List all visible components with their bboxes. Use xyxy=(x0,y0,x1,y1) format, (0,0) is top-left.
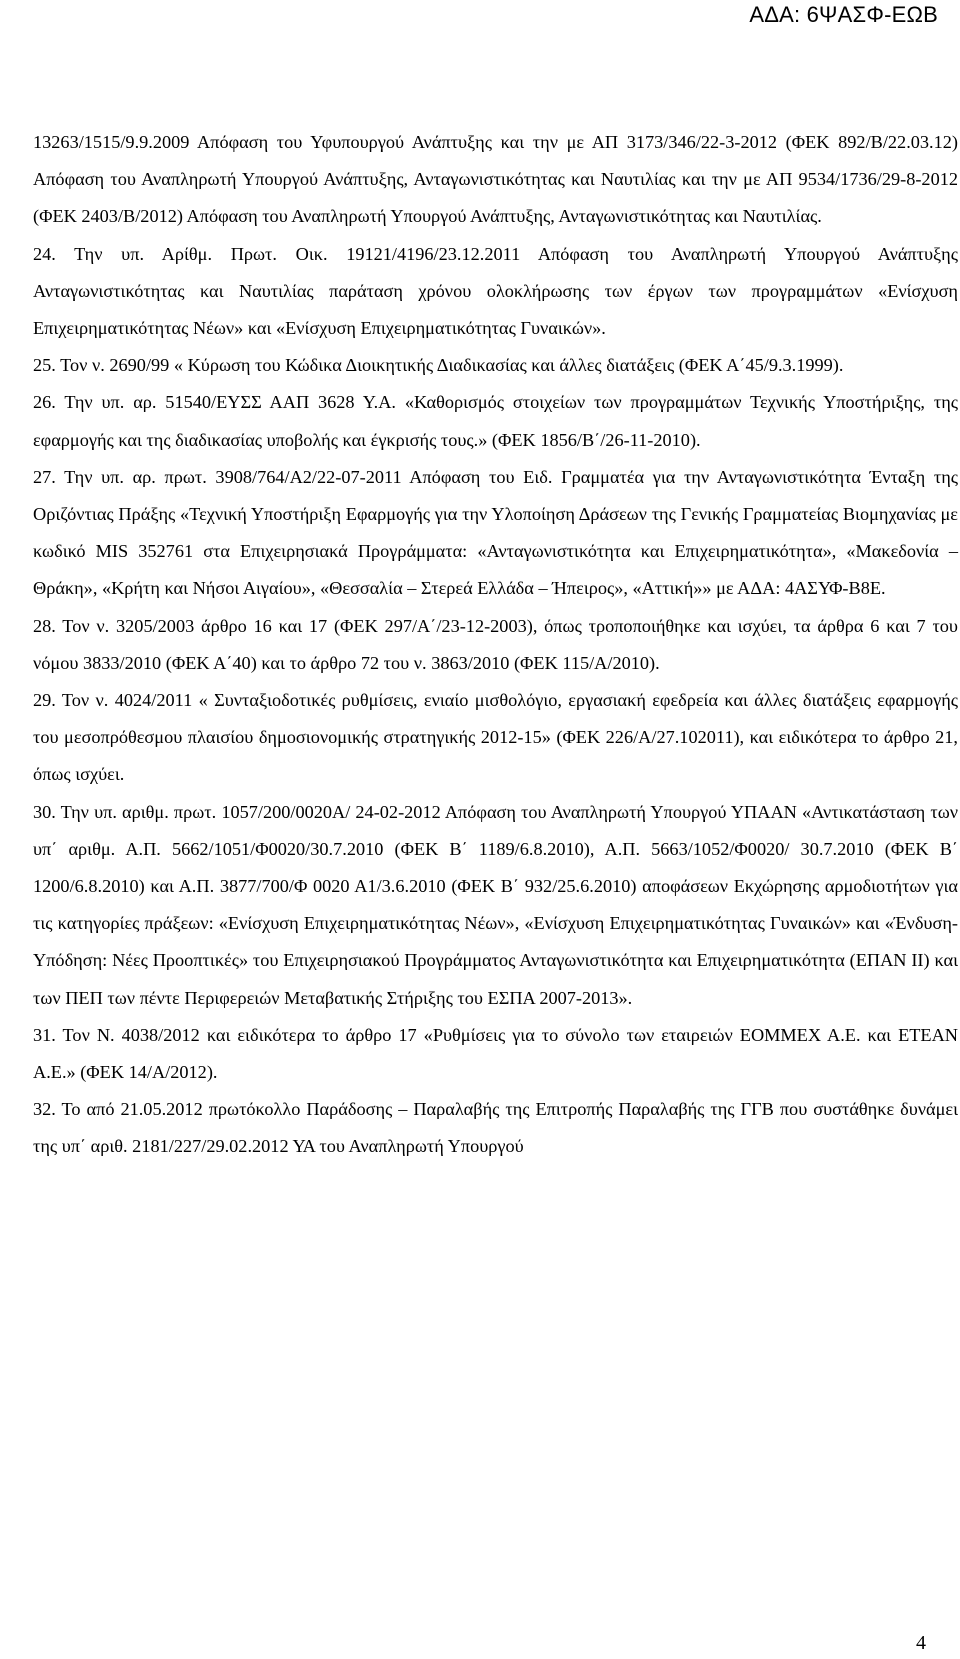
paragraph-25: 25. Τον ν. 2690/99 « Κύρωση του Κώδικα Διοικητικής Διαδικασίας και άλλες διατάξεις (ΦΕΚ Α΄45/9.3.1999). xyxy=(33,355,844,376)
paragraph-32: 32. Το από 21.05.2012 πρωτόκολλο Παράδοσης – Παραλαβής της Επιτροπής Παραλαβής της ΓΓΒ που συστάθηκε δυνάμει της υπ΄ αριθ. 2181/227/29.02.2012 ΥΑ του Αναπληρωτή Υπουργού xyxy=(33,1099,958,1157)
page-number: 4 xyxy=(916,1632,926,1654)
paragraph-23-continuation: 13263/1515/9.9.2009 Απόφαση του Υφυπουργού Ανάπτυξης και την με ΑΠ 3173/346/22-3-2012 (ΦΕΚ 892/Β/22.03.12) Απόφαση του Αναπληρωτή Υπουργού Ανάπτυξης, Ανταγωνιστικότητας και Ναυτιλίας και την με ΑΠ 9534/1736/29-8-2012 (ΦΕΚ 2403/Β/2012) Απόφαση του Αναπληρωτή Υπουργού Ανάπτυξης, Ανταγωνιστικότητας και Ναυτιλίας. xyxy=(33,132,958,227)
paragraph-30: 30. Την υπ. αριθμ. πρωτ. 1057/200/0020Α/ 24-02-2012 Απόφαση του Αναπληρωτή Υπουργού ΥΠΑΑΝ «Αντικατάσταση των υπ΄ αριθμ. Α.Π. 5662/1051/Φ0020/30.7.2010 (ΦΕΚ Β΄ 1189/6.8.2010), Α.Π. 5663/1052/Φ0020/ 30.7.2010 (ΦΕΚ Β΄ 1200/6.8.2010) και Α.Π. 3877/700/Φ 0020 Α1/3.6.2010 (ΦΕΚ Β΄ 932/25.6.2010) αποφάσεων Εκχώρησης αρμοδιοτήτων για τις κατηγορίες πράξεων: «Ενίσχυση Επιχειρηματικότητας Νέων», «Ενίσχυση Επιχειρηματικότητας Γυναικών» και «Ένδυση-Υπόδηση: Νέες Προοπτικές» του Επιχειρησιακού Προγράμματος Ανταγωνιστικότητα και Επιχειρηματικότητα (ΕΠΑΝ ΙΙ) και των ΠΕΠ των πέντε Περιφερειών Μεταβατικής Στήριξης του ΕΣΠΑ 2007-2013». xyxy=(33,801,958,1008)
paragraph-27: 27. Την υπ. αρ. πρωτ. 3908/764/Α2/22-07-2011 Απόφαση του Ειδ. Γραμματέα για την Ανταγωνιστικότητα Ένταξη της Οριζόντιας Πράξης «Τεχνική Υποστήριξη Εφαρμογής για την Υλοποίηση Δράσεων της Γενικής Γραμματείας Βιομηχανίας με κωδικό MIS 352761 στα Επιχειρησιακά Προγράμματα: «Ανταγωνιστικότητα και Επιχειρηματικότητα», «Μακεδονία – Θράκη», «Κρήτη και Νήσοι Αιγαίου», «Θεσσαλία – Στερεά Ελλάδα – Ήπειρος», «Αττική»» με ΑΔΑ: 4ΑΣΥΦ-Β8Ε. xyxy=(33,466,958,599)
paragraph-29: 29. Τον ν. 4024/2011 « Συνταξιοδοτικές ρυθμίσεις, ενιαίο μισθολόγιο, εργασιακή εφεδρεία και άλλες διατάξεις εφαρμογής του μεσοπρόθεσμου πλαισίου δημοσιονομικής στρατηγικής 2012-15» (ΦΕΚ 226/Α/27.102011), και ειδικότερα το άρθρο 21, όπως ισχύει. xyxy=(33,690,958,785)
paragraph-31: 31. Τον Ν. 4038/2012 και ειδικότερα το άρθρο 17 «Ρυθμίσεις για το σύνολο των εταιρειών ΕΟΜΜΕΧ Α.Ε. και ΕΤΕΑΝ Α.Ε.» (ΦΕΚ 14/Α/2012). xyxy=(33,1024,958,1083)
paragraph-24: 24. Την υπ. Αρίθμ. Πρωτ. Οικ. 19121/4196/23.12.2011 Απόφαση του Αναπληρωτή Υπουργού Ανάπτυξης Ανταγωνιστικότητας και Ναυτιλίας παράταση χρόνου ολοκλήρωσης των έργων των προγραμμάτων «Ενίσχυση Επιχειρηματικότητας Νέων» και «Ενίσχυση Επιχειρηματικότητας Γυναικών». xyxy=(33,243,958,339)
document-body xyxy=(33,124,958,1166)
ada-header: ΑΔΑ: 6ΨΑΣΦ-ΕΩΒ xyxy=(749,2,938,27)
paragraph-26: 26. Την υπ. αρ. 51540/ΕΥΣΣ ΑΑΠ 3628 Υ.Α. «Καθορισμός στοιχείων των προγραμμάτων Τεχνικής Υποστήριξης, της εφαρμογής και της διαδικασίας υποβολής και έγκρισής τους.» (ΦΕΚ 1856/Β΄/26-11-2010). xyxy=(33,392,958,450)
paragraph-28: 28. Τον ν. 3205/2003 άρθρο 16 και 17 (ΦΕΚ 297/Α΄/23-12-2003), όπως τροποποιήθηκε και ισχύει, τα άρθρα 6 και 7 του νόμου 3833/2010 (ΦΕΚ Α΄40) και το άρθρο 72 του ν. 3863/2010 (ΦΕΚ 115/Α/2010). xyxy=(33,615,958,673)
